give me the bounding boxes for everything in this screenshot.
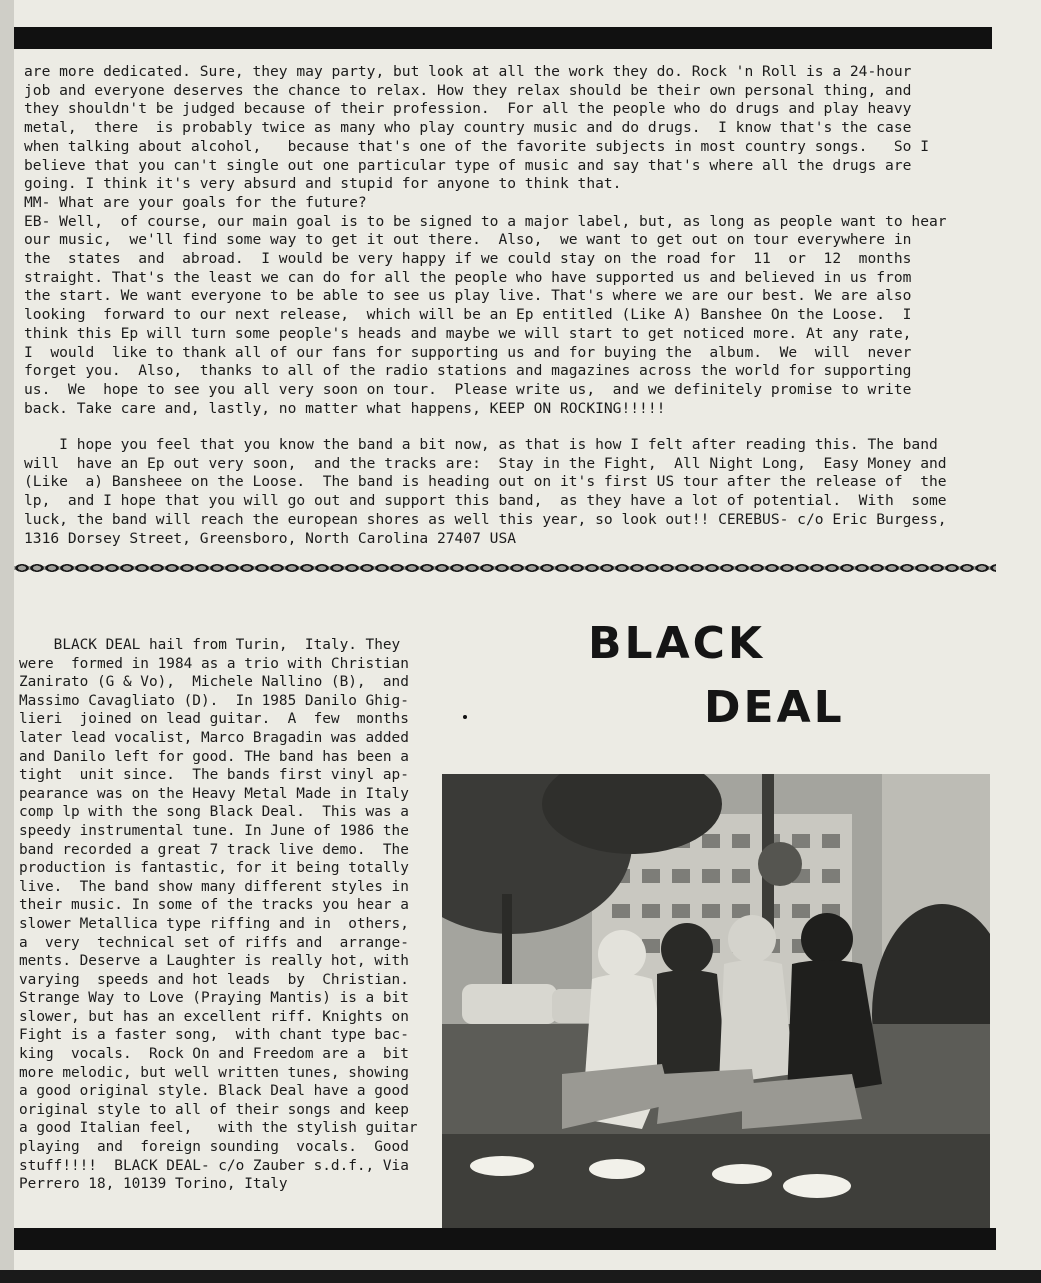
text-line: metal, there is probably twice as many who play country music and do drugs. I know that's the case xyxy=(24,119,912,137)
text-line: were formed in 1984 as a trio with Christian xyxy=(19,655,409,672)
text-line: forget you. Also, thanks to all of the radio stations and magazines across the world for supporting xyxy=(24,362,912,380)
text-line: job and everyone deserves the chance to relax. How they relax should be their own personal thing, and xyxy=(24,81,912,99)
text-line: straight. That's the least we can do for all the people who have supported us and believed in us from xyxy=(24,268,912,286)
text-line: and Danilo left for good. THe band has been a xyxy=(19,748,409,765)
text-line: a very technical set of riffs and arrange- xyxy=(19,934,409,951)
text-line: BLACK DEAL hail from Turin, Italy. They xyxy=(19,637,401,653)
text-line: Zanirato (G & Vo), Michele Nallino (B), and xyxy=(19,674,409,691)
text-line: the states and abroad. I would be very happy if we could stay on the road for 11 or 12 months xyxy=(24,250,912,268)
text-line: our music, we'll find some way to get it out there. Also, we want to get out on tour everywhere in xyxy=(24,231,912,249)
headline-deal: DEAL xyxy=(704,682,845,733)
text-line: live. The band show many different styles in xyxy=(19,878,409,895)
headline-black: BLACK xyxy=(588,618,766,669)
text-line: believe that you can't single out one particular type of music and say that's where all the drugs are xyxy=(24,156,912,174)
band-photo-illustration xyxy=(442,774,990,1228)
text-line: lieri joined on lead guitar. A few months xyxy=(19,711,409,728)
text-line: comp lp with the song Black Deal. This was a xyxy=(19,804,409,821)
text-line: us. We hope to see you all very soon on tour. Please write us, and we definitely promise to write xyxy=(24,380,912,398)
text-line: king vocals. Rock On and Freedom are a bit xyxy=(19,1046,409,1063)
article-body xyxy=(19,636,418,1194)
text-line: 1316 Dorsey Street, Greensboro, North Carolina 27407 USA xyxy=(24,529,517,547)
text-line: when talking about alcohol, because that's one of the favorite subjects in most country songs. So I xyxy=(24,137,929,155)
text-line: will have an Ep out very soon, and the tracks are: Stay in the Fight, All Night Long, Easy Money and xyxy=(24,454,947,472)
text-line: speedy instrumental tune. In June of 1986 the xyxy=(19,822,409,839)
text-line: are more dedicated. Sure, they may party, but look at all the work they do. Rock 'n Roll is a 24-hour xyxy=(24,63,912,80)
text-line: the start. We want everyone to be able to see us play live. That's where we are our best. We are also xyxy=(24,287,912,305)
text-line: Strange Way to Love (Praying Mantis) is a bit xyxy=(19,990,409,1007)
text-line: I would like to thank all of our fans for supporting us and for buying the album. We will never xyxy=(24,343,912,361)
chain-divider xyxy=(14,561,996,575)
text-line: looking forward to our next release, which will be an Ep entitled (Like A) Banshee On the Loose. I xyxy=(24,306,912,324)
page-scan-edge xyxy=(0,0,14,1283)
text-line: slower, but has an excellent riff. Knights on xyxy=(19,1008,409,1025)
text-line: original style to all of their songs and keep xyxy=(19,1101,409,1118)
top-rule xyxy=(14,27,992,49)
text-line: tight unit since. The bands first vinyl ap- xyxy=(19,767,409,784)
text-line: Fight is a faster song, with chant type bac- xyxy=(19,1027,409,1044)
text-line: Massimo Cavagliato (D). In 1985 Danilo Ghig- xyxy=(19,692,409,709)
text-line: varying speeds and hot leads by Christian. xyxy=(19,971,409,988)
text-line: Perrero 18, 10139 Torino, Italy xyxy=(19,1176,288,1193)
scan-bottom-edge xyxy=(0,1270,1041,1283)
text-line: production is fantastic, for it being totally xyxy=(19,860,409,877)
text-line: lp, and I hope that you will go out and support this band, as they have a lot of potential. With some xyxy=(24,492,947,510)
text-line: stuff!!!! BLACK DEAL- c/o Zauber s.d.f., Via xyxy=(19,1157,409,1174)
stray-dot xyxy=(463,715,467,719)
text-line: MM- What are your goals for the future? xyxy=(24,193,367,211)
band-photo xyxy=(442,774,990,1228)
text-line: a good Italian feel, with the stylish guitar xyxy=(19,1120,418,1137)
text-line: a good original style. Black Deal have a good xyxy=(19,1083,409,1100)
text-line: more melodic, but well written tunes, showing xyxy=(19,1064,409,1081)
text-line: slower Metallica type riffing and in others, xyxy=(19,915,409,932)
text-line: they shouldn't be judged because of their profession. For all the people who do drugs and play heavy xyxy=(24,100,912,118)
text-line: going. I think it's very absurd and stupid for anyone to think that. xyxy=(24,175,622,193)
text-line: think this Ep will turn some people's heads and maybe we will start to get noticed more. At any rate, xyxy=(24,324,912,342)
text-line: (Like a) Bansheee on the Loose. The band is heading out on it's first US tour after the release of the xyxy=(24,473,947,491)
text-line: their music. In some of the tracks you hear a xyxy=(19,897,409,914)
text-line: luck, the band will reach the european shores as well this year, so look out!! CEREBUS- c/o Eric Burgess, xyxy=(24,510,947,528)
text-line: playing and foreign sounding vocals. Good xyxy=(19,1139,409,1156)
text-line: back. Take care and, lastly, no matter what happens, KEEP ON ROCKING!!!!! xyxy=(24,399,666,417)
text-line: EB- Well, of course, our main goal is to be signed to a major label, but, as long as people want to hear xyxy=(24,212,947,230)
outro-text xyxy=(24,436,947,548)
interview-text xyxy=(24,63,947,418)
text-line: ments. Deserve a Laughter is really hot, with xyxy=(19,953,409,970)
text-line: I hope you feel that you know the band a bit now, as that is how I felt after reading this. The band xyxy=(24,436,938,453)
bottom-rule xyxy=(14,1228,996,1250)
text-line: pearance was on the Heavy Metal Made in Italy xyxy=(19,785,409,802)
text-line: later lead vocalist, Marco Bragadin was added xyxy=(19,729,409,746)
text-line: band recorded a great 7 track live demo. The xyxy=(19,841,409,858)
